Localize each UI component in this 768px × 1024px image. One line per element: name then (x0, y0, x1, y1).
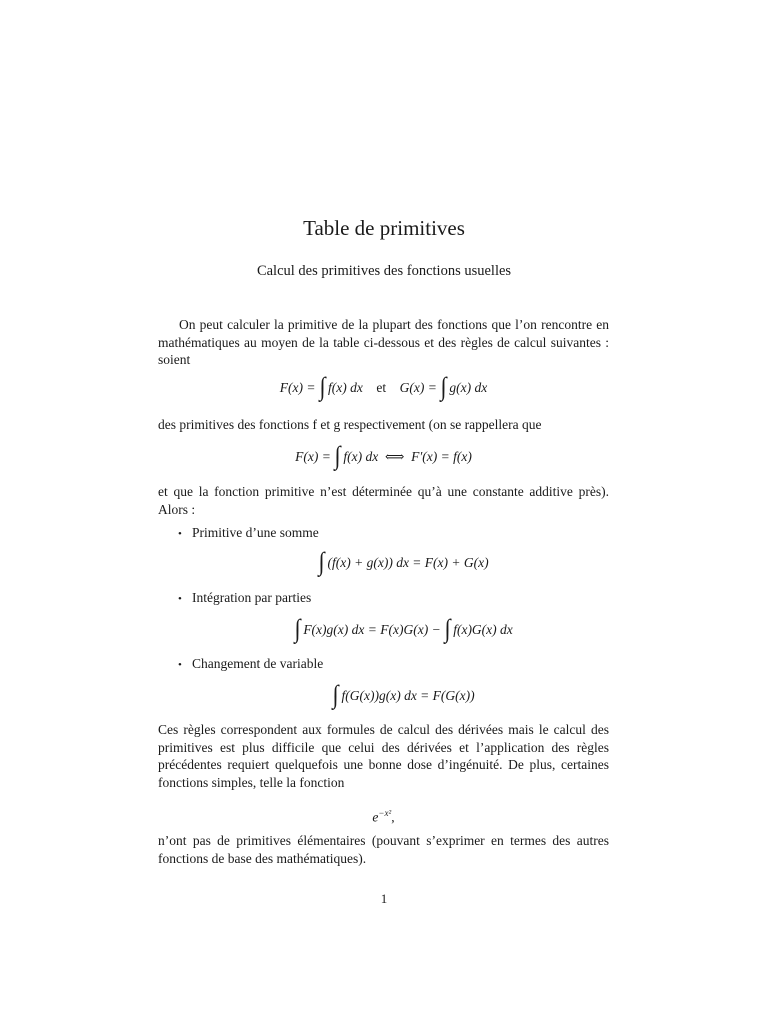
paragraph-5: n’ont pas de primitives élémentaires (pouvant s’exprimer en termes des autres fonctions de base des mathématiques). (158, 833, 609, 866)
equation-exponential (158, 803, 609, 828)
bullet-substitution (178, 655, 323, 674)
eq1-connector: et (376, 380, 387, 395)
bullet-sum (178, 524, 319, 543)
eq2-integrand: f(x) dx (343, 449, 379, 464)
eq1-left: F(x) = (279, 380, 316, 395)
eq-parts-formula-b: f(x)G(x) dx (453, 622, 513, 637)
exp-trail: , (391, 809, 395, 825)
bullet-icon: • (178, 528, 182, 540)
eq2-iff: ⟺ (384, 449, 405, 464)
eq-sum-formula: (f(x) + g(x)) dx = F(x) + G(x) (327, 555, 489, 570)
bullet-parts-label: Intégration par parties (192, 590, 312, 605)
paragraph-2: des primitives des fonctions f et g respectivement (on se rappellera que (158, 417, 542, 432)
exp-base: e (372, 809, 379, 825)
bullet-icon: • (178, 593, 182, 605)
equation-sum (178, 546, 629, 576)
integral-sign: ∫ (334, 440, 341, 470)
eq2-rhs: F′(x) = f(x) (411, 449, 472, 464)
integral-sign: ∫ (319, 371, 326, 401)
integral-sign: ∫ (440, 371, 447, 401)
equation-derivative (158, 440, 609, 470)
bullet-icon: • (178, 659, 182, 671)
equation-definitions (158, 371, 609, 401)
eq1-right: G(x) = (399, 380, 437, 395)
eq-parts-formula-a: F(x)g(x) dx = F(x)G(x) − (303, 622, 441, 637)
integral-sign: ∫ (294, 613, 301, 643)
bullet-sum-label: Primitive d’une somme (192, 525, 319, 540)
bullet-substitution-label: Changement de variable (192, 656, 324, 671)
integral-sign: ∫ (332, 679, 339, 709)
eq2-lhs: F(x) = (295, 449, 331, 464)
equation-parts (178, 613, 629, 643)
page-subtitle: Calcul des primitives des fonctions usuelles (256, 263, 512, 279)
intro-paragraph: On peut calculer la primitive de la plupart des fonctions que l’on rencontre en mathématiques au moyen de la table ci-dessous et des règles de calcul suivantes : soient (158, 317, 609, 367)
exp-exponent: −x² (378, 808, 392, 818)
eq1-right-integrand: g(x) dx (449, 380, 488, 395)
eq1-left-integrand: f(x) dx (328, 380, 363, 395)
page-title: Table de primitives (303, 216, 465, 240)
paragraph-3: et que la fonction primitive n’est déterminée qu’à une constante additive près). Alors : (158, 484, 609, 517)
bullet-parts (178, 589, 311, 608)
eq-substitution-formula: f(G(x))g(x) dx = F(G(x)) (341, 688, 475, 703)
page-number: 1 (380, 891, 388, 906)
integral-sign: ∫ (444, 613, 451, 643)
paragraph-4: Ces règles correspondent aux formules de calcul des dérivées mais le calcul des primitives est plus difficile que celui des dérivées et l’application des règles précédentes requiert quelquefois une bonne dose d’ingénuité. De plus, certaines fonctions simples, telle la fonction (158, 722, 609, 790)
equation-substitution (178, 679, 629, 709)
integral-sign: ∫ (318, 546, 325, 576)
